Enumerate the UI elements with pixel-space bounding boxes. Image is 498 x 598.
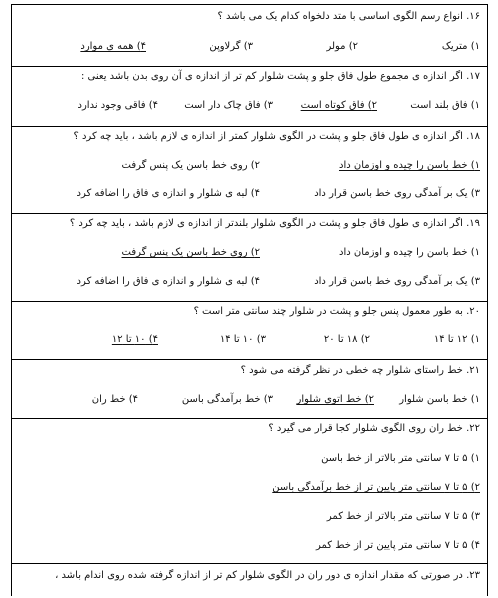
option[interactable]: ۱) فاق بلند است <box>410 100 480 111</box>
option[interactable]: ۲) ۱۸ تا ۲۰ <box>323 334 370 345</box>
question-text: انواع رسم الگوی اساسی با متد دلخواه کدام یک می باشد ؟ <box>217 11 463 22</box>
option[interactable]: ۴) لبه ی شلوار و اندازه ی فاق را اضافه کرد <box>76 276 260 287</box>
question-22 <box>268 422 480 436</box>
table-rule <box>11 126 488 127</box>
question-number: ۱۶. <box>466 11 480 22</box>
question-text: اگر اندازه ی طول فاق جلو و پشت در الگوی شلوار کمتر از اندازه ی لازم باشد ، باید چه کرد ؟ <box>73 131 463 142</box>
option[interactable]: ۴) ۵ تا ۷ سانتی متر پایین تر از خط کمر <box>316 540 480 551</box>
table-rule <box>11 563 488 564</box>
option[interactable]: ۳) ۵ تا ۷ سانتی متر بالاتر از خط کمر <box>326 511 480 522</box>
option-answer[interactable]: ۲) خط اتوی شلوار <box>296 394 374 405</box>
option-answer[interactable]: ۱) خط باسن را چیده و اوزمان داد <box>338 160 480 171</box>
question-21 <box>241 364 480 378</box>
question-text: خط راستای شلوار چه خطی در نظر گرفته می شود ؟ <box>240 365 463 376</box>
question-text: اگر اندازه ی طول فاق جلو و پشت در الگوی شلوار بلندتر از اندازه ی لازم باشد ، باید چه کرد ؟ <box>69 218 463 229</box>
option[interactable]: ۳) فاق چاک دار است <box>184 100 273 111</box>
question-23 <box>55 569 480 583</box>
table-rule <box>11 301 488 302</box>
table-rule-top <box>11 4 488 5</box>
option[interactable]: ۲) مولر <box>326 41 358 52</box>
table-rule <box>11 359 488 360</box>
option-answer[interactable]: ۲) فاق کوتاه است <box>300 100 377 111</box>
question-number: ۲۰. <box>466 306 480 317</box>
option-answer[interactable]: ۲) روی خط باسن یک پنس گرفت <box>121 247 260 258</box>
option-answer[interactable]: ۴) ۱۰ تا ۱۲ <box>111 334 158 345</box>
option[interactable]: ۳) خط برآمدگی باسن <box>181 394 273 405</box>
question-number: ۲۳. <box>466 570 480 581</box>
option[interactable]: ۲) روی خط باسن یک پنس گرفت <box>121 160 260 171</box>
option[interactable]: ۳) یک بر آمدگی روی خط باسن قرار داد <box>314 188 480 199</box>
option[interactable]: ۱) متریک <box>441 41 480 52</box>
question-16 <box>218 10 480 24</box>
option[interactable]: ۱) ۱۲ تا ۱۴ <box>433 334 480 345</box>
question-text: خط ران روی الگوی شلوار کجا قرار می گیرد ؟ <box>268 423 463 434</box>
option[interactable]: ۳) ۱۰ تا ۱۴ <box>219 334 266 345</box>
question-table-frame <box>11 4 488 596</box>
table-rule <box>11 418 488 419</box>
question-number: ۱۷. <box>466 71 480 82</box>
option[interactable]: ۴) لبه ی شلوار و اندازه ی فاق را اضافه کرد <box>76 188 260 199</box>
question-number: ۱۸. <box>466 131 480 142</box>
question-18 <box>73 130 480 144</box>
option[interactable]: ۴) خط ران <box>91 394 138 405</box>
question-20 <box>194 305 480 319</box>
option[interactable]: ۱) ۵ تا ۷ سانتی متر بالاتر از خط باسن <box>321 453 480 464</box>
question-text: به طور معمول پنس جلو و پشت در شلوار چند سانتی متر است ؟ <box>193 306 463 317</box>
option[interactable]: ۱) خط باسن را چیده و اوزمان داد <box>338 247 480 258</box>
option[interactable]: ۳) یک بر آمدگی روی خط باسن قرار داد <box>314 276 480 287</box>
question-text: اگر اندازه ی مجموع طول فاق جلو و پشت شلوار کم تر از اندازه ی آن روی بدن باشد یعنی : <box>81 71 463 82</box>
question-number: ۲۲. <box>466 423 480 434</box>
option[interactable]: ۱) خط باسن شلوار <box>399 394 480 405</box>
option-answer[interactable]: ۴) همه ی موارد <box>80 41 146 52</box>
option-answer[interactable]: ۲) ۵ تا ۷ سانتی متر پایین تر از خط برآمدگی باسن <box>272 482 480 493</box>
option[interactable]: ۴) فاقی وجود ندارد <box>77 100 158 111</box>
question-19 <box>70 217 480 231</box>
table-rule <box>11 213 488 214</box>
question-number: ۱۹. <box>466 218 480 229</box>
question-number: ۲۱. <box>466 365 480 376</box>
table-rule <box>11 66 488 67</box>
question-17 <box>81 70 480 84</box>
question-text: در صورتی که مقدار اندازه ی دور ران در الگوی شلوار کم تر از اندازه گرفته شده روی اندام باشد ، <box>55 570 463 581</box>
option[interactable]: ۳) گرلاوپن <box>209 41 253 52</box>
